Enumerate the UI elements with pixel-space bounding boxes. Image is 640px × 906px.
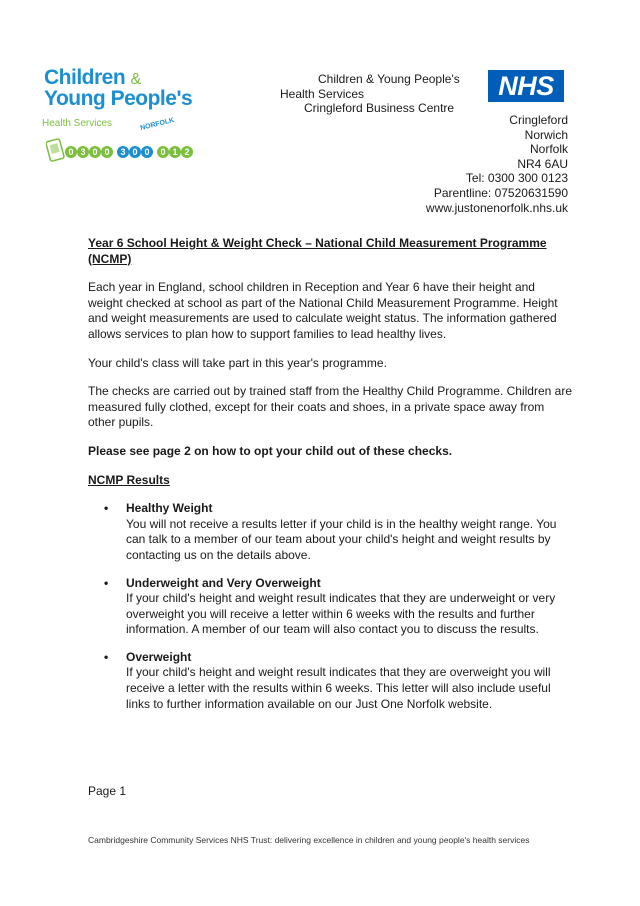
list-item	[88, 576, 572, 638]
logo-line1: Children	[44, 66, 126, 89]
checks-paragraph: The checks are carried out by trained staff from the Healthy Child Programme. Children are measured fully clothed, except for their coats and shoes, in a private space away from other pupils.	[88, 384, 572, 430]
intro-paragraph: Each year in England, school children in Reception and Year 6 have their height and weight checked at school as part of the National Child Measurement Programme. Height and weight measurements are used to calculate weight status. The information gathered allows services to plan how to support families to lead healthy lives.	[88, 280, 558, 341]
header-organisation	[280, 72, 460, 116]
svg-text:0: 0	[144, 147, 150, 157]
result-heading-underweight: Underweight and Very Overweight	[126, 575, 321, 590]
bullet-icon: •	[104, 575, 109, 590]
svg-text:0: 0	[160, 147, 166, 157]
svg-text:0: 0	[68, 147, 74, 157]
logo-line3: Health Services	[42, 118, 113, 129]
result-text-healthy: You will not receive a results letter if your child is in the healthy weight range. You can talk to a member of our team about your child's height and weight results by contacting us on the details above.	[126, 516, 557, 562]
address-city: Norwich	[524, 127, 568, 142]
svg-text:3: 3	[120, 147, 126, 157]
svg-text:0: 0	[104, 147, 110, 157]
nhs-logo: NHS	[488, 70, 564, 102]
org-line1: Children & Young People's	[318, 72, 460, 86]
letter-title: Year 6 School Height & Weight Check – National Child Measurement Programme (NCMP)	[88, 236, 547, 266]
logo-ampersand: &	[130, 71, 141, 88]
svg-text:0: 0	[92, 147, 98, 157]
list-item	[88, 501, 572, 563]
svg-text:1: 1	[172, 147, 178, 157]
logo-region: NORFOLK	[139, 116, 175, 133]
class-paragraph: Your child's class will take part in this year's programme.	[88, 355, 387, 370]
result-text-overweight: If your child's height and weight result indicates that they are overweight you will receive a letter with the results within 6 weeks. This letter will also include useful links to further information available on our Just One Norfolk website.	[126, 665, 551, 711]
svg-text:2: 2	[184, 147, 190, 157]
org-line3: Cringleford Business Centre	[304, 101, 455, 115]
logo-line2: Young People's	[44, 87, 193, 110]
svg-text:3: 3	[80, 147, 86, 157]
result-text-underweight: If your child's height and weight result indicates that they are underweight or very overweight you will receive a letter within 6 weeks with the results and further information. A member of our team will also contact you to discuss the results.	[126, 591, 556, 637]
address-town: Cringleford	[509, 113, 568, 127]
svg-text:0: 0	[132, 147, 138, 157]
phone-number-graphic	[46, 138, 196, 162]
bullet-icon: •	[104, 649, 109, 664]
footer-text: Cambridgeshire Community Services NHS Trust: delivering excellence in children and young people's health services	[88, 835, 530, 845]
website-link[interactable]: www.justonenorfolk.nhs.uk	[425, 200, 568, 215]
parentline: Parentline: 07520631590	[433, 185, 568, 200]
list-item	[88, 650, 572, 712]
children-young-peoples-logo	[38, 66, 198, 176]
page-number: Page 1	[88, 784, 127, 798]
result-heading-healthy: Healthy Weight	[126, 501, 213, 516]
bullet-icon: •	[104, 501, 109, 516]
header-address	[426, 113, 568, 215]
telephone: Tel: 0300 300 0123	[465, 171, 568, 186]
results-heading: NCMP Results	[88, 472, 170, 487]
result-heading-overweight: Overweight	[126, 649, 192, 664]
address-postcode: NR4 6AU	[517, 156, 568, 171]
phone-icon	[46, 139, 64, 162]
letter-body	[88, 236, 572, 724]
opt-out-notice: Please see page 2 on how to opt your child out of these checks.	[88, 443, 453, 458]
address-county: Norfolk	[529, 142, 568, 157]
org-line2: Health Services	[280, 86, 365, 101]
